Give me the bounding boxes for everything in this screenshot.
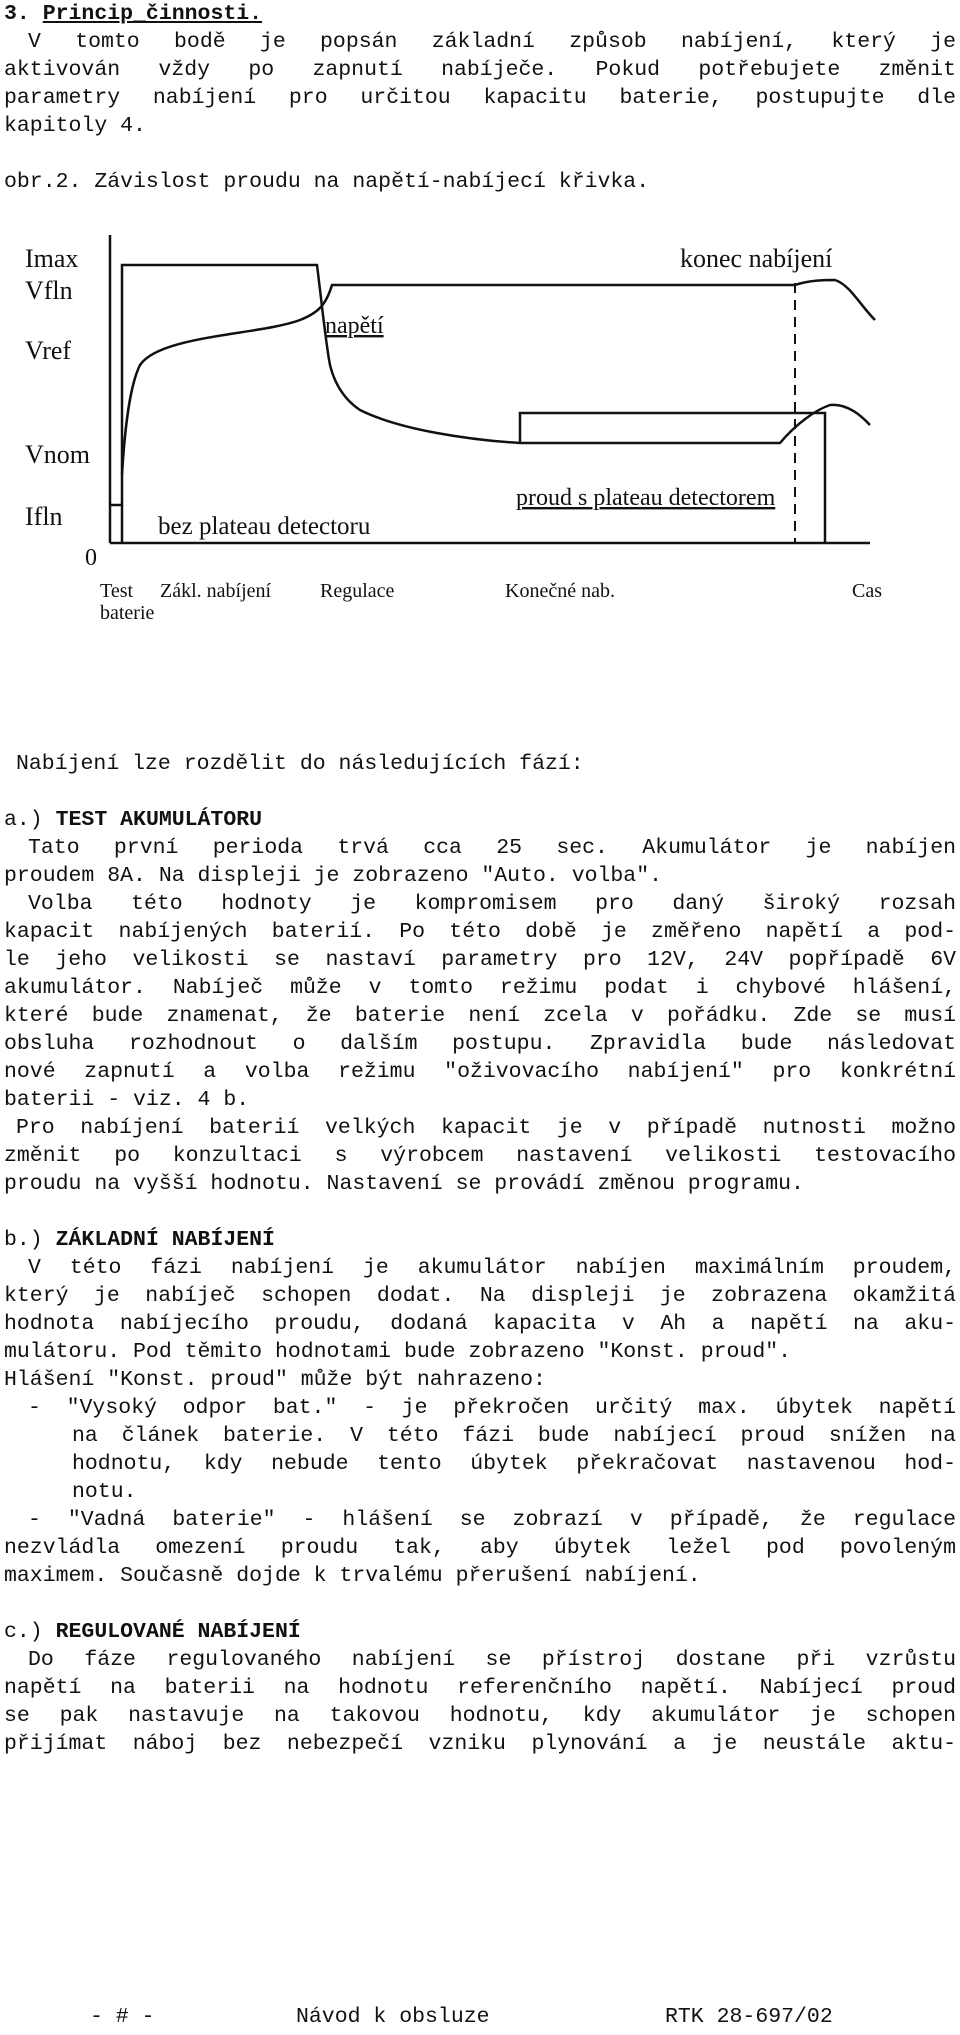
section-a-line: Tato první perioda trvá cca 25 sec. Akumulátor je nabíjen	[28, 836, 956, 860]
section-b-heading: b.) ZÁKLADNÍ NABÍJENÍ	[4, 1228, 275, 1252]
section-a-line: Pro nabíjení baterií velkých kapacit je v případě nutnosti možno	[16, 1116, 956, 1140]
annotation-without-plateau: bez plateau detectoru	[158, 513, 371, 540]
section-b-line: nezvládla omezení proudu tak, aby úbytek ležel pod povoleným	[4, 1536, 956, 1560]
x-label-battery: baterie	[100, 602, 155, 624]
x-label-regulation: Regulace	[320, 580, 395, 602]
section-a-line: akumulátor. Nabíječ může v tomto režimu podat i chybové hlášení,	[4, 976, 956, 1000]
section-a-line: změnit po konzultaci s výrobcem nastavení velikosti testovacího	[4, 1144, 956, 1168]
section-a-line: nové zapnutí a volba režimu "oživovacího nabíjení" pro konkrétní	[4, 1060, 956, 1084]
x-label-time: Cas	[852, 580, 882, 602]
plateau-current-line	[520, 413, 825, 543]
section-a-line: proudem 8A. Na displeji je zobrazeno "Auto. volba".	[4, 864, 663, 888]
section-b-line: mulátoru. Pod těmito hodnotami bude zobrazeno "Konst. proud".	[4, 1340, 792, 1364]
section-a-line: baterii - viz. 4 b.	[4, 1088, 250, 1112]
section-title: Princip_činnosti.	[42, 2, 263, 26]
charging-curve-diagram	[0, 225, 960, 655]
section-a-line: obsluha rozhodnout o dalším postupu. Zpravidla bude následovat	[4, 1032, 956, 1056]
annotation-with-plateau: proud s plateau detectorem	[516, 485, 776, 511]
section-a-line: proudu na vyšší hodnotu. Nastavení se provádí změnou programu.	[4, 1172, 804, 1196]
section-a-line: které bude znamenat, že baterie není zcela v pořádku. Zde se musí	[4, 1004, 956, 1028]
footer-title: Návod k obsluze	[296, 2005, 490, 2029]
y-label-zero: 0	[85, 545, 97, 571]
intro-line: parametry nabíjení pro určitou kapacitu baterie, postupujte dle	[4, 86, 956, 110]
section-c-line: přijímat náboj bez nebezpečí vzniku plynování a je neustále aktu-	[4, 1732, 956, 1756]
y-label-vnom: Vnom	[25, 440, 90, 469]
section-b-line: Hlášení "Konst. proud" může být nahrazeno:	[4, 1368, 546, 1392]
section-b-line: notu.	[72, 1480, 137, 1504]
x-label-final-charge: Konečné nab.	[505, 580, 615, 602]
section-b-title: ZÁKLADNÍ NABÍJENÍ	[55, 1228, 275, 1252]
annotation-voltage: napětí	[325, 313, 384, 339]
voltage-curve	[122, 280, 875, 475]
section-a-heading: a.) TEST AKUMULÁTORU	[4, 808, 263, 832]
section-c-title: REGULOVANÉ NABÍJENÍ	[55, 1620, 301, 1644]
intro-line: kapitoly 4.	[4, 114, 146, 138]
intro-line: V tomto bodě je popsán základní způsob nabíjení, který je	[28, 30, 956, 54]
phases-intro: Nabíjení lze rozdělit do následujících fází:	[16, 752, 584, 776]
section-b-line: V této fázi nabíjení je akumulátor nabíjen maximálním proudem,	[28, 1256, 956, 1280]
section-heading: 3. Princip_činnosti.	[4, 2, 263, 26]
footer-page-number: - # -	[90, 2005, 155, 2029]
annotation-end-of-charge: konec nabíjení	[680, 244, 833, 273]
section-b-line: který je nabíječ schopen dodat. Na displeji je zobrazena okamžitá	[4, 1284, 956, 1308]
y-label-vref: Vref	[25, 336, 72, 365]
section-b-line: hodnota nabíjecího proudu, dodaná kapacita v Ah a napětí na aku-	[4, 1312, 956, 1336]
section-b-line: - "Vysoký odpor bat." - je překročen určitý max. úbytek napětí	[28, 1396, 956, 1420]
section-a-line: le jeho velikosti se nastaví parametry pro 12V, 24V popřípadě 6V	[4, 948, 956, 972]
section-b-line: - "Vadná baterie" - hlášení se zobrazí v případě, že regulace	[28, 1508, 956, 1532]
section-c-line: se pak nastavuje na takovou hodnotu, kdy akumulátor je schopen	[4, 1704, 956, 1728]
current-curve	[110, 265, 870, 505]
section-b-line: maximem. Současně dojde k trvalému přerušení nabíjení.	[4, 1564, 701, 1588]
section-b-line: hodnotu, kdy nebude tento úbytek překračovat nastavenou hod-	[72, 1452, 956, 1476]
section-b-line: na článek baterie. V této fázi bude nabíjecí proud snížen na	[72, 1424, 956, 1448]
y-label-imax: Imax	[25, 244, 79, 273]
section-a-title: TEST AKUMULÁTORU	[55, 808, 263, 832]
section-c-line: Do fáze regulovaného nabíjení se přístroj dostane při vzrůstu	[28, 1648, 956, 1672]
x-label-test: Test	[100, 580, 134, 602]
footer-doc-id: RTK 28-697/02	[665, 2005, 833, 2029]
section-c-line: napětí na baterii na hodnotu referenčního napětí. Nabíjecí proud	[4, 1676, 956, 1700]
figure-caption: obr.2. Závislost proudu na napětí-nabíjecí křivka.	[4, 170, 650, 194]
y-label-vfln: Vfln	[25, 276, 73, 305]
x-label-basic-charge: Zákl. nabíjení	[160, 580, 272, 602]
intro-line: aktivován vždy po zapnutí nabíječe. Pokud potřebujete změnit	[4, 58, 956, 82]
section-a-line: Volba této hodnoty je kompromisem pro daný široký rozsah	[28, 892, 956, 916]
y-label-ifln: Ifln	[25, 502, 63, 531]
section-c-heading: c.) REGULOVANÉ NABÍJENÍ	[4, 1620, 301, 1644]
section-a-line: kapacit nabíjených baterií. Po této době je změřeno napětí a pod-	[4, 920, 956, 944]
